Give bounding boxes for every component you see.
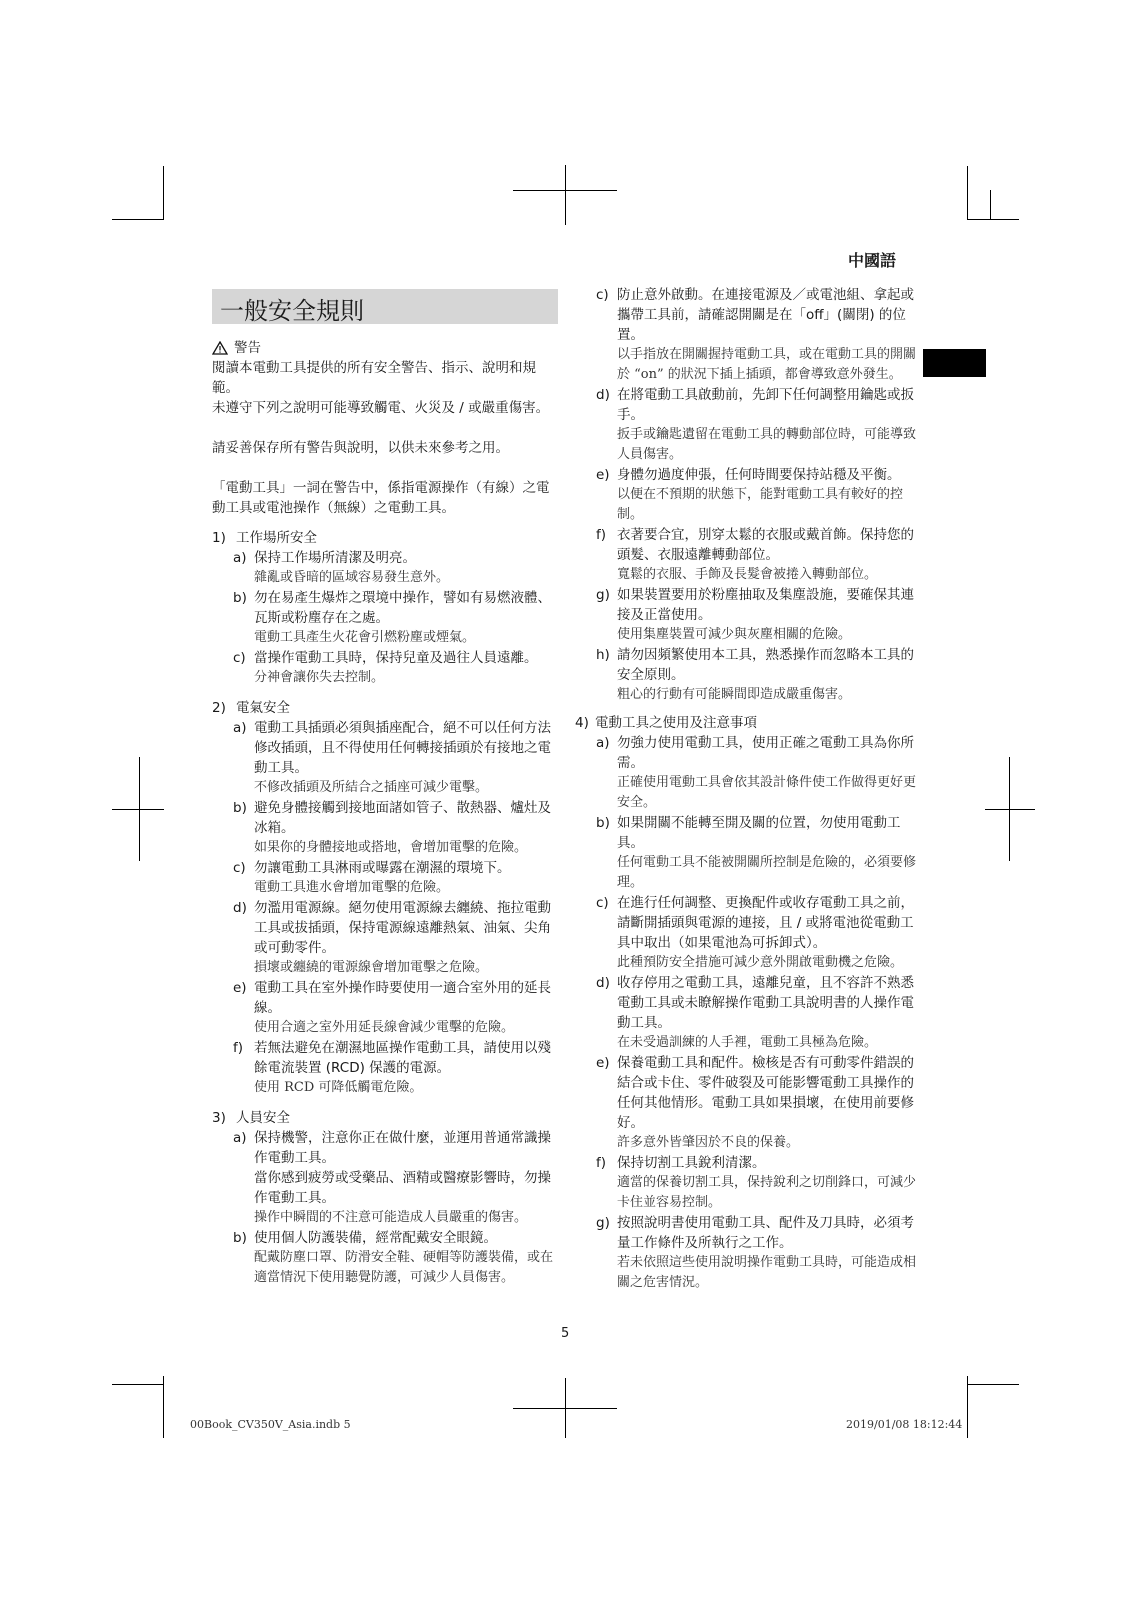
list-item: f) 保持切割工具銳利清潔。 適當的保養切割工具，保持銳利之切削鋒口，可減少卡住並容易控制。 (596, 1155, 917, 1210)
crop-mark (985, 809, 1035, 810)
crop-mark (967, 1384, 1019, 1385)
section-heading: 4) 電動工具之使用及注意事項 (575, 715, 757, 731)
warning-line: 未遵守下列之說明可能導致觸電、火災及 / 或嚴重傷害。 (212, 400, 550, 416)
crop-mark (967, 219, 1019, 220)
crop-mark (112, 219, 164, 220)
crop-mark (513, 1408, 617, 1409)
crop-mark (990, 190, 991, 220)
section-1 (212, 528, 562, 688)
crop-mark (967, 166, 968, 220)
section-heading: 1) 工作場所安全 (212, 530, 317, 546)
warning-heading (212, 338, 562, 358)
list-item: c) 勿讓電動工具淋雨或曝露在潮濕的環境下。 電動工具進水會增加電擊的危險。 (233, 860, 511, 895)
crop-mark (163, 1376, 164, 1438)
crop-mark (163, 166, 164, 220)
list-item: d) 收存停用之電動工具，遠離兒童，且不容許不熟悉電動工具或未瞭解操作電動工具說明書的人操作電動工具。 在未受過訓練的人手裡，電動工具極為危險。 (596, 975, 914, 1050)
section-heading: 2) 電氣安全 (212, 700, 290, 716)
list-item: h) 請勿因頻繁使用本工具，熟悉操作而忽略本工具的安全原則。 粗心的行動有可能瞬間即造成嚴重傷害。 (596, 647, 914, 702)
section-4 (575, 713, 926, 1293)
list-item: a) 電動工具插頭必須與插座配合，絕不可以任何方法修改插頭，且不得使用任何轉接插頭於有接地之電動工具。 不修改插頭及所結合之插座可減少電擊。 (233, 720, 551, 795)
list-item: c) 防止意外啟動。在連接電源及／或電池組、拿起或攜帶工具前，請確認開關是在「off」(關閉) 的位置。 以手指放在開關握持電動工具，或在電動工具的開關於 “on” 的狀況下插上插頭，都會導致意外發生。 (596, 287, 917, 382)
page-number: 5 (561, 1326, 570, 1341)
list-item: d) 勿濫用電源線。絕勿使用電源線去纏繞、拖拉電動工具或拔插頭，保持電源線遠離熱氣、油氣、尖角或可動零件。 損壞或纏繞的電源線會增加電擊之危險。 (233, 900, 551, 975)
list-item: e) 電動工具在室外操作時要使用一適合室外用的延長線。 使用合適之室外用延長線會減少電擊的危險。 (233, 980, 551, 1035)
list-item: b) 使用個人防護裝備，經常配戴安全眼鏡。 配戴防塵口罩、防滑安全鞋、硬帽等防護裝備，或在適當情況下使用聽覺防護，可減少人員傷害。 (233, 1230, 554, 1285)
warning-label: 警告 (234, 340, 261, 356)
keep-instructions: 請妥善保存所有警告與說明，以供未來參考之用。 (212, 440, 509, 456)
section-2 (212, 698, 562, 1098)
list-item: f) 衣著要合宜，別穿太鬆的衣服或戴首飾。保持您的頭髮、衣服遠離轉動部位。 寬鬆的衣服、手飾及長髮會被捲入轉動部位。 (596, 527, 914, 582)
section-heading: 3) 人員安全 (212, 1110, 290, 1126)
language-tab-marker (923, 349, 986, 377)
footer-timestamp: 2019/01/08 18:12:44 (846, 1418, 963, 1431)
list-item: c) 在進行任何調整、更換配件或收存電動工具之前，請斷開插頭與電源的連接，且 / 或將電池從電動工具中取出（如果電池為可拆卸式）。 此種預防安全措施可減少意外開啟電動機之危險。 (596, 895, 914, 970)
crop-mark (967, 1376, 968, 1438)
list-item: c) 當操作電動工具時，保持兒童及過往人員遠離。 分神會讓你失去控制。 (233, 650, 538, 685)
list-item: a) 保持機警，注意你正在做什麼，並運用普通常識操作電動工具。 當你感到疲勞或受藥品、酒精或醫療影響時，勿操作電動工具。 操作中瞬間的不注意可能造成人員嚴重的傷害。 (233, 1130, 551, 1225)
crop-mark (565, 165, 566, 225)
page-title: 一般安全規則 (220, 297, 364, 325)
definition-text: 「電動工具」一詞在警告中，係指電源操作（有線）之電動工具或電池操作（無線）之電動工具。 (212, 480, 550, 516)
list-item: e) 保養電動工具和配件。檢核是否有可動零件錯誤的結合或卡住、零件破裂及可能影響電動工具操作的任何其他情形。電動工具如果損壞，在使用前要修好。 許多意外皆肇因於不良的保養。 (596, 1055, 914, 1150)
warning-triangle-icon (212, 341, 228, 355)
language-label: 中國語 (848, 251, 897, 270)
crop-mark (112, 809, 164, 810)
crop-mark (112, 1384, 164, 1385)
list-item: a) 保持工作場所清潔及明亮。 雜亂或昏暗的區域容易發生意外。 (233, 550, 450, 585)
crop-mark (513, 190, 617, 191)
column-left (212, 338, 562, 1288)
list-item: f) 若無法避免在潮濕地區操作電動工具，請使用以殘餘電流裝置 (RCD) 保護的電源。 使用 RCD 可降低觸電危險。 (233, 1040, 551, 1095)
list-item: e) 身體勿過度伸張，任何時間要保持站穩及平衡。 以便在不預期的狀態下，能對電動工具有較好的控制。 (596, 467, 904, 522)
column-right (575, 285, 926, 1293)
list-item: b) 如果開關不能轉至開及關的位置，勿使用電動工具。 任何電動工具不能被開關所控制是危險的，必須要修理。 (596, 815, 917, 890)
list-item: g) 如果裝置要用於粉塵抽取及集塵設施，要確保其連接及正當使用。 使用集塵裝置可減少與灰塵相關的危險。 (596, 587, 914, 642)
warning-line: 閱讀本電動工具提供的所有安全警告、指示、說明和規範。 (212, 360, 536, 396)
section-title-box (212, 289, 558, 324)
list-item: b) 勿在易產生爆炸之環境中操作，譬如有易燃液體、瓦斯或粉塵存在之處。 電動工具產生火花會引燃粉塵或煙氣。 (233, 590, 551, 645)
list-item: g) 按照說明書使用電動工具、配件及刀具時，必須考量工作條件及所執行之工作。 若未依照這些使用說明操作電動工具時，可能造成相關之危害情況。 (596, 1215, 917, 1290)
list-item: a) 勿強力使用電動工具，使用正確之電動工具為你所需。 正確使用電動工具會依其設計條件使工作做得更好更安全。 (596, 735, 917, 810)
list-item: b) 避免身體接觸到接地面諸如管子、散熱器、爐灶及冰箱。 如果你的身體接地或搭地，會增加電擊的危險。 (233, 800, 551, 855)
footer-file-name: 00Book_CV350V_Asia.indb 5 (190, 1418, 351, 1431)
list-item: d) 在將電動工具啟動前，先卸下任何調整用鑰匙或扳手。 扳手或鑰匙遺留在電動工具的轉動部位時，可能導致人員傷害。 (596, 387, 917, 462)
section-3 (212, 1108, 562, 1288)
